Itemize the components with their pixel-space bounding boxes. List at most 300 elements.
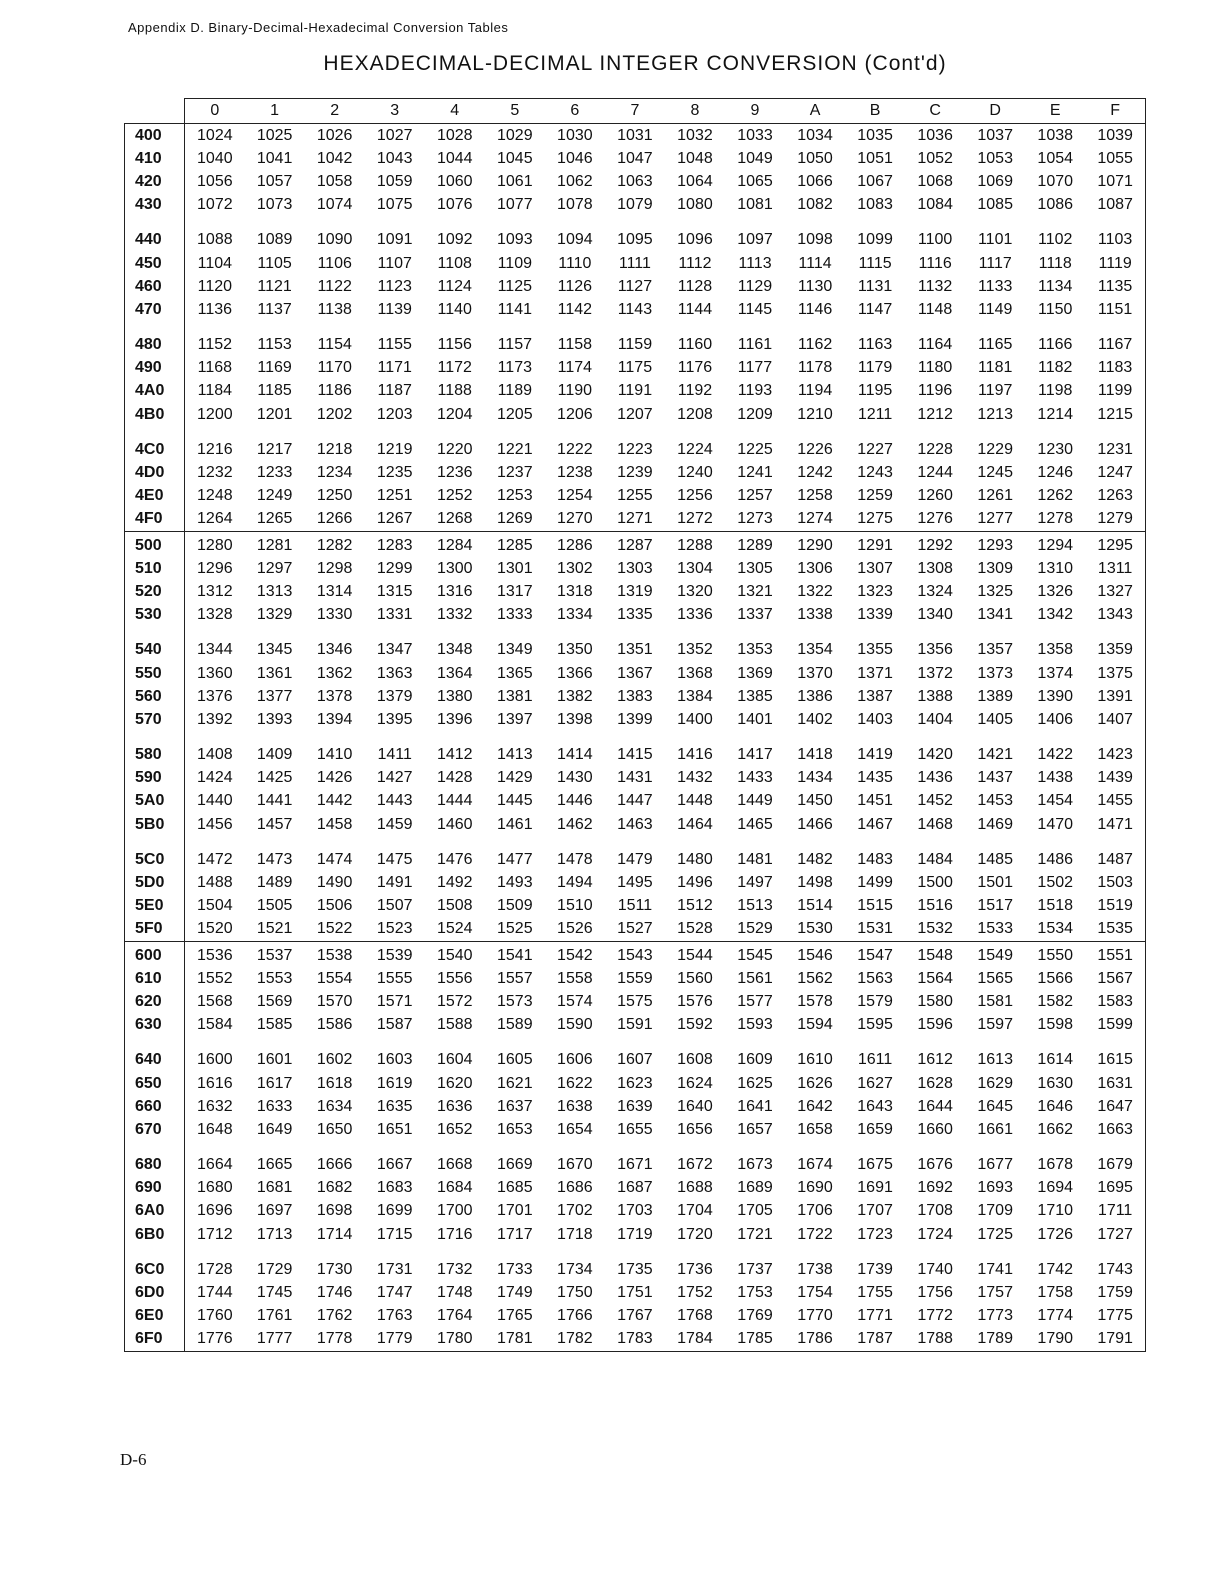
table-cell: 1421 (977, 746, 1013, 764)
table-cell: 1292 (905, 532, 965, 558)
table-cell: 1630 (1037, 1074, 1074, 1092)
table-cell: 1590 (557, 1016, 593, 1034)
table-row (125, 147, 1146, 170)
table-cell: 1528 (677, 920, 713, 938)
table-cell: 1149 (977, 300, 1013, 318)
table-cell: 1163 (857, 336, 893, 354)
table-cell: 1738 (797, 1260, 833, 1278)
table-cell: 1658 (797, 1120, 833, 1138)
table-row (125, 836, 1146, 871)
table-cell: 1343 (1085, 604, 1145, 627)
table-cell: 1338 (797, 606, 833, 624)
table-cell: 1064 (677, 172, 713, 190)
table-cell: 1601 (256, 1051, 293, 1069)
table-cell: 1571 (376, 992, 413, 1010)
table-row (125, 485, 1146, 508)
table-row (125, 1072, 1146, 1095)
table-cell: 1707 (857, 1202, 893, 1220)
table-row (125, 403, 1146, 426)
table-cell: 1246 (1037, 464, 1074, 482)
table-cell: 1637 (497, 1097, 533, 1115)
table-cell: 1629 (977, 1074, 1013, 1092)
table-row (125, 194, 1146, 217)
table-cell: 1368 (677, 664, 713, 682)
table-cell: 1182 (1038, 359, 1073, 377)
table-cell: 1097 (737, 231, 773, 249)
table-cell: 1541 (485, 942, 545, 968)
table-cell: 1084 (917, 196, 953, 214)
table-cell: 1700 (436, 1202, 473, 1220)
row-header: 560 (125, 685, 185, 708)
table-cell: 1761 (256, 1307, 293, 1325)
table-cell: 1729 (256, 1260, 293, 1278)
table-cell: 1048 (677, 149, 713, 167)
table-cell: 1406 (1037, 710, 1074, 728)
table-cell: 1684 (436, 1179, 473, 1197)
row-header: 6D0 (125, 1281, 185, 1304)
table-cell: 1216 (197, 440, 233, 458)
table-cell: 1762 (316, 1307, 353, 1325)
table-cell: 1235 (376, 464, 413, 482)
table-cell: 1224 (677, 440, 713, 458)
table-cell: 1671 (617, 1156, 653, 1174)
table-cell: 1287 (605, 532, 665, 558)
table-cell: 1293 (965, 532, 1025, 558)
table-cell: 1113 (738, 254, 772, 272)
table-cell: 1165 (977, 336, 1013, 354)
column-header: B (845, 99, 905, 124)
table-cell: 1488 (197, 874, 233, 892)
table-cell: 1490 (316, 874, 353, 892)
table-cell: 1094 (557, 231, 593, 249)
table-cell: 1145 (737, 300, 773, 318)
table-cell: 1130 (797, 277, 833, 295)
table-cell: 1116 (918, 254, 952, 272)
table-cell: 1519 (1085, 895, 1145, 918)
table-cell: 1465 (737, 815, 773, 833)
table-cell: 1093 (497, 231, 533, 249)
table-cell: 1713 (256, 1225, 293, 1243)
row-header: 640 (125, 1037, 185, 1072)
table-cell: 1356 (917, 641, 953, 659)
table-cell: 1443 (376, 792, 413, 810)
column-header: 7 (605, 99, 665, 124)
table-cell: 1369 (737, 664, 773, 682)
table-cell: 1604 (436, 1051, 473, 1069)
table-cell: 1649 (256, 1120, 293, 1138)
table-cell: 1386 (797, 687, 833, 705)
table-cell: 1529 (737, 920, 773, 938)
table-cell: 1359 (1085, 627, 1145, 662)
table-cell: 1536 (185, 942, 245, 968)
table-cell: 1191 (617, 382, 653, 400)
table-cell: 1477 (497, 850, 533, 868)
table-cell: 1538 (305, 942, 365, 968)
table-cell: 1609 (737, 1051, 773, 1069)
table-cell: 1278 (1037, 510, 1074, 528)
table-cell: 1060 (436, 172, 473, 190)
table-row (125, 1037, 1146, 1072)
column-header: 8 (665, 99, 725, 124)
column-header: 4 (425, 99, 485, 124)
table-cell: 1448 (677, 792, 713, 810)
table-cell: 1535 (1085, 918, 1145, 942)
table-cell: 1344 (197, 641, 233, 659)
table-cell: 1628 (917, 1074, 953, 1092)
table-cell: 1721 (737, 1225, 773, 1243)
table-cell: 1140 (437, 300, 472, 318)
page-title: HEXADECIMAL-DECIMAL INTEGER CONVERSION (Cont'd) (323, 52, 947, 75)
table-cell: 1400 (677, 710, 713, 728)
table-cell: 1415 (617, 746, 653, 764)
table-cell: 1295 (1085, 532, 1145, 558)
table-cell: 1466 (797, 815, 833, 833)
table-cell: 1206 (557, 405, 593, 423)
table-cell: 1502 (1037, 874, 1074, 892)
table-cell: 1708 (917, 1202, 953, 1220)
table-cell: 1523 (376, 920, 413, 938)
table-cell: 1654 (557, 1120, 593, 1138)
table-cell: 1043 (376, 149, 413, 167)
table-cell: 1754 (797, 1284, 833, 1302)
table-cell: 1039 (1085, 124, 1145, 148)
table-cell: 1285 (485, 532, 545, 558)
row-header: 570 (125, 708, 185, 731)
table-cell: 1426 (316, 769, 353, 787)
table-cell: 1092 (436, 231, 473, 249)
table-cell: 1398 (557, 710, 593, 728)
table-cell: 1390 (1037, 687, 1074, 705)
table-cell: 1316 (436, 582, 473, 600)
table-cell: 1221 (497, 440, 533, 458)
table-cell: 1208 (677, 405, 713, 423)
table-cell: 1526 (557, 920, 593, 938)
row-header: 670 (125, 1118, 185, 1141)
table-cell: 1180 (917, 359, 953, 377)
table-cell: 1478 (557, 850, 593, 868)
table-cell: 1446 (557, 792, 593, 810)
table-cell: 1758 (1037, 1284, 1074, 1302)
row-header: 5D0 (125, 871, 185, 894)
table-cell: 1704 (677, 1202, 713, 1220)
table-cell: 1586 (316, 1016, 353, 1034)
table-cell: 1396 (436, 710, 473, 728)
table-cell: 1565 (977, 969, 1013, 987)
table-row (125, 357, 1146, 380)
table-cell: 1026 (305, 124, 365, 148)
table-cell: 1033 (725, 124, 785, 148)
table-cell: 1622 (557, 1074, 593, 1092)
table-cell: 1444 (436, 792, 473, 810)
table-cell: 1366 (557, 664, 593, 682)
table-cell: 1393 (256, 710, 293, 728)
table-cell: 1547 (845, 942, 905, 968)
table-cell: 1243 (857, 464, 893, 482)
table-cell: 1029 (485, 124, 545, 148)
table-cell: 1611 (857, 1051, 893, 1069)
table-cell: 1728 (197, 1260, 233, 1278)
table-cell: 1107 (377, 254, 412, 272)
table-cell: 1314 (316, 582, 353, 600)
table-row (125, 461, 1146, 484)
table-cell: 1179 (857, 359, 893, 377)
table-row (125, 1246, 1146, 1281)
table-cell: 1035 (845, 124, 905, 148)
table-cell: 1723 (857, 1225, 893, 1243)
table-cell: 1483 (857, 850, 893, 868)
table-cell: 1638 (557, 1097, 593, 1115)
table-cell: 1731 (376, 1260, 413, 1278)
table-cell: 1397 (497, 710, 533, 728)
table-cell: 1549 (965, 942, 1025, 968)
table-cell: 1733 (497, 1260, 533, 1278)
table-cell: 1508 (436, 897, 473, 915)
table-cell: 1147 (857, 300, 893, 318)
table-cell: 1392 (197, 710, 233, 728)
table-cell: 1131 (857, 277, 893, 295)
table-cell: 1128 (677, 277, 713, 295)
table-cell: 1476 (436, 850, 473, 868)
table-cell: 1399 (617, 710, 653, 728)
table-cell: 1313 (256, 582, 293, 600)
table-cell: 1370 (797, 664, 833, 682)
table-cell: 1567 (1085, 967, 1145, 990)
table-cell: 1737 (737, 1260, 773, 1278)
table-cell: 1513 (737, 897, 773, 915)
table-cell: 1090 (316, 231, 353, 249)
table-cell: 1717 (497, 1225, 533, 1243)
table-cell: 1183 (1085, 357, 1145, 380)
table-cell: 1612 (917, 1051, 953, 1069)
table-cell: 1544 (665, 942, 725, 968)
table-cell: 1742 (1037, 1260, 1074, 1278)
table-cell: 1419 (857, 746, 893, 764)
table-row (125, 1142, 1146, 1177)
table-cell: 1780 (425, 1328, 485, 1352)
table-cell: 1661 (977, 1120, 1013, 1138)
table-cell: 1659 (857, 1120, 893, 1138)
table-cell: 1212 (917, 405, 953, 423)
row-header: 550 (125, 662, 185, 685)
table-cell: 1353 (737, 641, 773, 659)
row-header: 510 (125, 557, 185, 580)
table-cell: 1059 (376, 172, 413, 190)
table-cell: 1676 (917, 1156, 953, 1174)
table-cell: 1117 (978, 254, 1012, 272)
table-cell: 1597 (977, 1016, 1013, 1034)
table-cell: 1082 (797, 196, 833, 214)
table-cell: 1691 (857, 1179, 893, 1197)
table-cell: 1104 (197, 254, 233, 272)
table-cell: 1786 (785, 1328, 845, 1352)
table-cell: 1552 (197, 969, 233, 987)
table-cell: 1154 (317, 336, 352, 354)
table-cell: 1486 (1037, 850, 1074, 868)
table-cell: 1028 (425, 124, 485, 148)
table-cell: 1188 (437, 382, 472, 400)
table-cell: 1373 (977, 664, 1013, 682)
table-cell: 1040 (197, 149, 233, 167)
table-cell: 1110 (558, 254, 592, 272)
table-cell: 1335 (617, 606, 653, 624)
table-cell: 1296 (197, 559, 233, 577)
table-cell: 1766 (557, 1307, 593, 1325)
table-cell: 1153 (257, 336, 292, 354)
table-cell: 1256 (677, 487, 713, 505)
row-header: 680 (125, 1142, 185, 1177)
table-cell: 1635 (376, 1097, 413, 1115)
table-row (125, 895, 1146, 918)
table-cell: 1524 (436, 920, 473, 938)
table-cell: 1468 (917, 815, 953, 833)
table-cell: 1642 (797, 1097, 833, 1115)
table-row (125, 662, 1146, 685)
table-cell: 1237 (497, 464, 533, 482)
table-cell: 1311 (1085, 557, 1145, 580)
table-cell: 1657 (737, 1120, 773, 1138)
table-cell: 1089 (256, 231, 293, 249)
table-cell: 1159 (617, 336, 653, 354)
table-cell: 1172 (437, 359, 472, 377)
table-cell: 1297 (256, 559, 293, 577)
row-header: 400 (125, 124, 185, 148)
table-cell: 1255 (617, 487, 653, 505)
table-cell: 1321 (737, 582, 773, 600)
table-cell: 1132 (917, 277, 953, 295)
table-cell: 1463 (617, 815, 653, 833)
table-cell: 1196 (917, 382, 953, 400)
table-cell: 1757 (977, 1284, 1013, 1302)
table-cell: 1499 (857, 874, 893, 892)
table-cell: 1330 (316, 606, 353, 624)
table-cell: 1387 (857, 687, 893, 705)
table-cell: 1364 (436, 664, 473, 682)
table-cell: 1784 (665, 1328, 725, 1352)
table-cell: 1425 (256, 769, 293, 787)
table-cell: 1229 (977, 440, 1013, 458)
table-cell: 1402 (797, 710, 833, 728)
column-header: E (1025, 99, 1085, 124)
table-cell: 1317 (497, 582, 533, 600)
table-cell: 1124 (437, 277, 472, 295)
table-cell: 1454 (1037, 792, 1074, 810)
table-cell: 1725 (977, 1225, 1013, 1243)
table-cell: 1440 (197, 792, 233, 810)
table-cell: 1568 (197, 992, 233, 1010)
table-cell: 1423 (1085, 732, 1145, 767)
table-cell: 1326 (1037, 582, 1074, 600)
table-cell: 1555 (376, 969, 413, 987)
table-cell: 1218 (316, 440, 353, 458)
table-cell: 1562 (797, 969, 833, 987)
table-cell: 1424 (197, 769, 233, 787)
table-cell: 1561 (737, 969, 773, 987)
table-cell: 1303 (617, 559, 653, 577)
table-cell: 1348 (436, 641, 473, 659)
table-row (125, 871, 1146, 894)
table-cell: 1626 (797, 1074, 833, 1092)
table-cell: 1144 (677, 300, 713, 318)
table-cell: 1776 (185, 1328, 245, 1352)
table-cell: 1133 (977, 277, 1013, 295)
table-cell: 1674 (797, 1156, 833, 1174)
table-cell: 1507 (376, 897, 413, 915)
table-cell: 1693 (977, 1179, 1013, 1197)
table-cell: 1591 (617, 1016, 653, 1034)
running-head: Appendix D. Binary-Decimal-Hexadecimal Conversion Tables (128, 20, 509, 35)
table-cell: 1061 (497, 172, 533, 190)
table-cell: 1119 (1085, 252, 1145, 275)
table-cell: 1517 (977, 897, 1013, 915)
table-cell: 1024 (185, 124, 245, 148)
table-cell: 1428 (436, 769, 473, 787)
table-cell: 1692 (917, 1179, 953, 1197)
table-cell: 1576 (677, 992, 713, 1010)
table-cell: 1778 (305, 1328, 365, 1352)
table-cell: 1262 (1037, 487, 1074, 505)
table-cell: 1223 (617, 440, 653, 458)
table-cell: 1315 (376, 582, 413, 600)
table-cell: 1304 (677, 559, 713, 577)
table-cell: 1203 (376, 405, 413, 423)
table-cell: 1195 (857, 382, 893, 400)
table-cell: 1047 (617, 149, 653, 167)
table-cell: 1249 (256, 487, 293, 505)
table-cell: 1697 (256, 1202, 293, 1220)
table-cell: 1250 (316, 487, 353, 505)
table-cell: 1727 (1085, 1223, 1145, 1246)
table-cell: 1710 (1037, 1202, 1074, 1220)
table-row (125, 557, 1146, 580)
table-row (125, 604, 1146, 627)
table-cell: 1605 (497, 1051, 533, 1069)
table-cell: 1736 (677, 1260, 713, 1278)
table-cell: 1349 (497, 641, 533, 659)
table-cell: 1750 (557, 1284, 593, 1302)
table-cell: 1652 (436, 1120, 473, 1138)
table-cell: 1184 (197, 382, 233, 400)
table-cell: 1431 (617, 769, 653, 787)
table-cell: 1458 (316, 815, 353, 833)
table-row (125, 685, 1146, 708)
table-cell: 1480 (677, 850, 713, 868)
table-cell: 1099 (857, 231, 893, 249)
row-header: 620 (125, 990, 185, 1013)
table-cell: 1336 (677, 606, 713, 624)
table-cell: 1095 (617, 231, 653, 249)
table-cell: 1273 (737, 510, 773, 528)
table-cell: 1491 (376, 874, 413, 892)
table-row (125, 990, 1146, 1013)
column-header: 1 (245, 99, 305, 124)
table-cell: 1542 (545, 942, 605, 968)
table-cell: 1718 (557, 1225, 593, 1243)
table-cell: 1380 (436, 687, 473, 705)
table-cell: 1771 (857, 1307, 893, 1325)
table-cell: 1442 (316, 792, 353, 810)
table-cell: 1559 (617, 969, 653, 987)
table-cell: 1595 (857, 1016, 893, 1034)
table-cell: 1498 (797, 874, 833, 892)
table-cell: 1114 (798, 254, 832, 272)
table-cell: 1234 (316, 464, 353, 482)
table-cell: 1566 (1037, 969, 1074, 987)
table-row (125, 217, 1146, 252)
table-cell: 1101 (977, 231, 1013, 249)
table-cell: 1422 (1037, 746, 1074, 764)
table-cell: 1277 (977, 510, 1013, 528)
table-row (125, 426, 1146, 461)
